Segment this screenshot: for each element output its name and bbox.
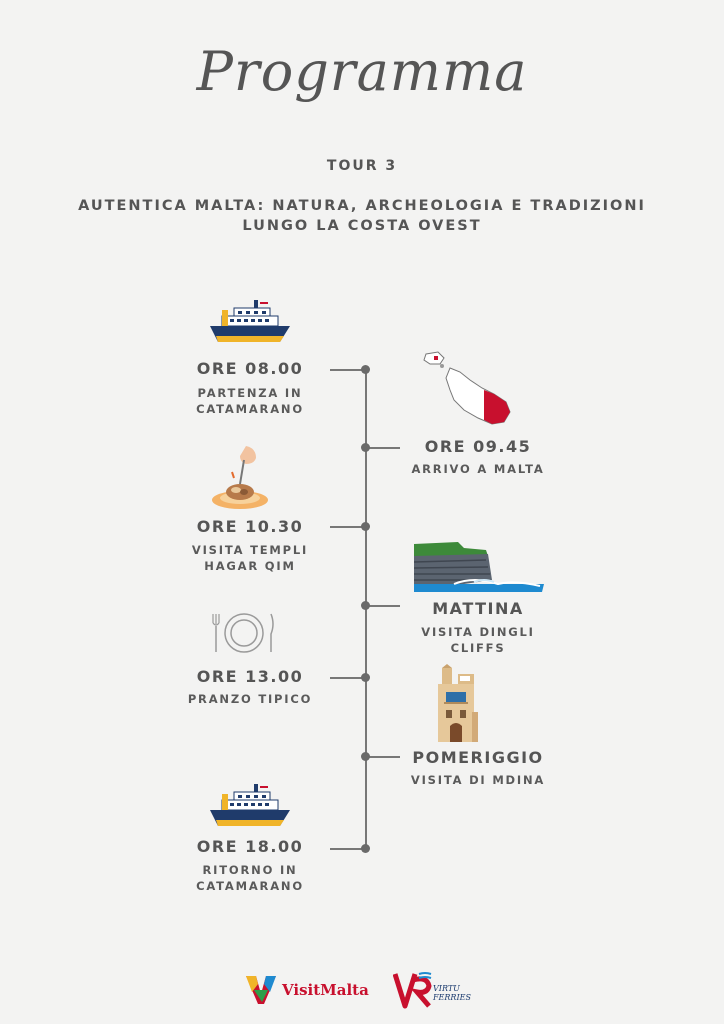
timeline-dot [361, 601, 370, 610]
timeline-dot [361, 443, 370, 452]
virtu-ferries-logo-icon [393, 970, 433, 1010]
visitmalta-logo-icon [244, 972, 278, 1006]
tour-label: TOUR 3 [326, 158, 398, 174]
stop-7-desc-line-2: CATAMARANO [196, 879, 304, 893]
page-title: Programma [196, 40, 528, 103]
timeline-tick [366, 756, 400, 758]
subtitle-line-2: LUNGO LA COSTA OVEST [242, 218, 482, 234]
stop-4-desc [398, 624, 558, 656]
timeline-dot [361, 365, 370, 374]
stop-4-time: MATTINA [432, 599, 524, 618]
stop-3-desc [170, 542, 330, 574]
stop-5-desc-line-1: PRANZO TIPICO [187, 692, 313, 706]
timeline-dot [361, 522, 370, 531]
stop-6-time: POMERIGGIO [412, 748, 544, 767]
ferry-icon [208, 296, 292, 346]
ferry-icon [208, 780, 292, 830]
stop-1-desc-line-2: CATAMARANO [196, 402, 304, 416]
virtu-ferries-logo [393, 970, 483, 1010]
timeline-dot [361, 673, 370, 682]
stop-1-desc-line-1: PARTENZA IN [197, 386, 303, 400]
plate-cutlery-icon [208, 610, 278, 656]
subtitle-line-1: AUTENTICA MALTA: NATURA, ARCHEOLOGIA E TRADIZIONI [78, 198, 646, 214]
stop-4-desc-line-2: CLIFFS [450, 641, 506, 655]
stop-3-time: ORE 10.30 [196, 517, 304, 536]
stop-6-desc-line-1: VISITA DI MDINA [410, 773, 546, 787]
stop-7-time: ORE 18.00 [196, 837, 304, 856]
stop-1-desc [170, 385, 330, 417]
virtu-ferries-line-2: FERRIES [433, 993, 471, 1002]
stop-5-desc [170, 691, 330, 707]
stop-2-desc-line-1: ARRIVO A MALTA [411, 462, 545, 476]
mdina-building-icon [432, 664, 480, 744]
virtu-ferries-line-1: VIRTU [433, 984, 460, 993]
malta-map-icon [420, 350, 514, 426]
food-plate-icon [210, 444, 270, 512]
stop-3-desc-line-2: HAGAR QIM [204, 559, 296, 573]
tour-subtitle [0, 196, 724, 236]
stop-2-time: ORE 09.45 [424, 437, 532, 456]
stop-7-desc-line-1: RITORNO IN [202, 863, 298, 877]
stop-5-time: ORE 13.00 [196, 667, 304, 686]
visitmalta-logo-text: VisitMalta [282, 981, 369, 999]
timeline-line [365, 370, 367, 850]
timeline-tick [366, 447, 400, 449]
stop-7-desc [170, 862, 330, 894]
stop-6-desc [398, 772, 558, 788]
timeline-dot [361, 844, 370, 853]
visitmalta-logo [244, 972, 374, 1008]
stop-3-desc-line-1: VISITA TEMPLI [191, 543, 309, 557]
timeline-dot [361, 752, 370, 761]
virtu-ferries-logo-text [433, 984, 471, 1002]
timeline-tick [366, 605, 400, 607]
cliffs-icon [414, 540, 544, 594]
stop-4-desc-line-1: VISITA DINGLI [421, 625, 535, 639]
stop-2-desc [398, 461, 558, 477]
stop-1-time: ORE 08.00 [196, 359, 304, 378]
